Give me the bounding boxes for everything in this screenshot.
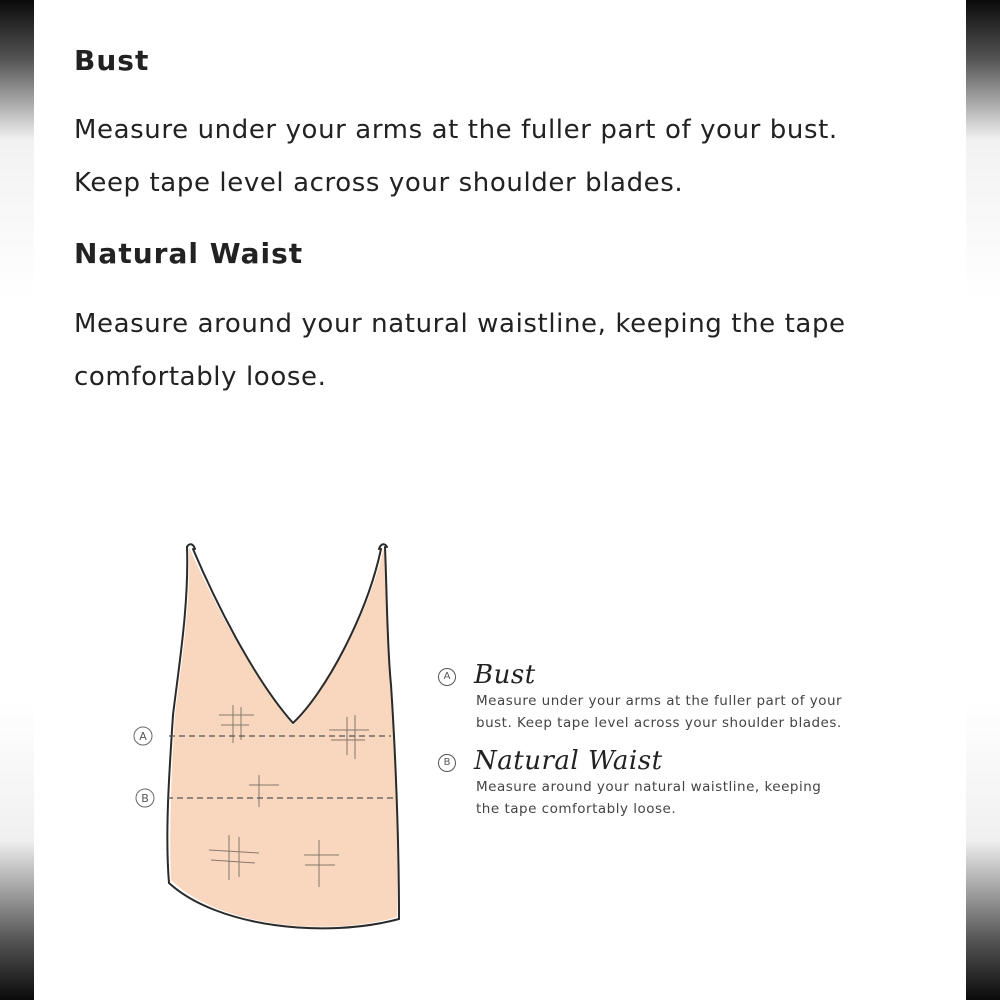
- legend-description: Measure around your natural waistline, keeping the tape comfortably loose.: [476, 779, 822, 817]
- legend-marker: B: [438, 754, 456, 772]
- bust-marker: [134, 727, 152, 745]
- tank-top-illustration: [129, 535, 479, 935]
- illustration-legend: [438, 660, 878, 832]
- legend-description: Measure under your arms at the fuller part of your bust. Keep tape level across your shoulder blades.: [476, 693, 843, 731]
- natural-waist-description-line: Measure around your natural waistline, keeping the tape: [74, 309, 846, 339]
- svg-text:B: B: [141, 792, 149, 805]
- natural-waist-description: [74, 298, 934, 404]
- waist-marker: [136, 789, 154, 807]
- legend-item-natural-waist: [438, 746, 878, 820]
- size-guide-content: [34, 0, 964, 1000]
- natural-waist-description-line: comfortably loose.: [74, 362, 327, 392]
- legend-title: Bust: [474, 660, 536, 690]
- legend-title: Natural Waist: [474, 746, 663, 776]
- right-edge-shadow: [966, 0, 1000, 1000]
- bust-description: [74, 104, 934, 210]
- natural-waist-heading: Natural Waist: [74, 237, 304, 270]
- legend-marker: A: [438, 668, 456, 686]
- bust-description-line: Keep tape level across your shoulder blades.: [74, 168, 684, 198]
- left-strap: [187, 544, 195, 549]
- legend-item-bust: [438, 660, 878, 734]
- bust-description-line: Measure under your arms at the fuller part of your bust.: [74, 115, 838, 145]
- left-edge-shadow: [0, 0, 34, 1000]
- svg-text:A: A: [139, 730, 147, 743]
- bust-heading: Bust: [74, 44, 150, 77]
